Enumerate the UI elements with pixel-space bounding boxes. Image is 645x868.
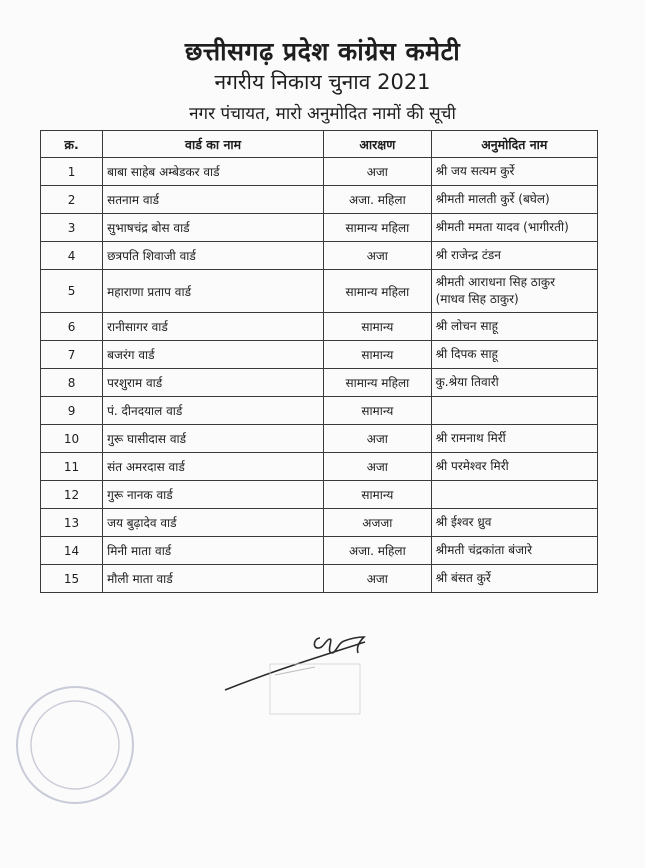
row-sno: 15 — [41, 565, 103, 593]
table-row — [41, 214, 598, 242]
row-candidate: श्री दिपक साहू — [431, 341, 597, 369]
row-ward-name: छत्रपति शिवाजी वार्ड — [103, 242, 324, 270]
page-title: छत्तीसगढ़ प्रदेश कांग्रेस कमेटी — [184, 37, 461, 66]
row-ward-name: परशुराम वार्ड — [103, 369, 324, 397]
row-ward-name: बाबा साहेब अम्बेडकर वार्ड — [103, 158, 324, 186]
table-row — [41, 537, 598, 565]
row-reservation: सामान्य महिला — [324, 270, 432, 313]
row-ward-name: मिनी माता वार्ड — [103, 537, 324, 565]
row-candidate — [431, 397, 597, 425]
row-reservation: सामान्य — [324, 341, 432, 369]
row-candidate: श्री लोचन साहू — [431, 313, 597, 341]
row-reservation: सामान्य — [324, 397, 432, 425]
row-reservation: सामान्य — [324, 313, 432, 341]
row-candidate: श्रीमती ममता यादव (भागीरती) — [431, 214, 597, 242]
row-sno: 2 — [41, 186, 103, 214]
table-row — [41, 397, 598, 425]
header-ward: वार्ड का नाम — [103, 131, 324, 158]
row-candidate: कु.श्रेया तिवारी — [431, 369, 597, 397]
row-candidate: श्री ईश्वर ध्रुव — [431, 509, 597, 537]
table-row — [41, 565, 598, 593]
table-row — [41, 425, 598, 453]
table-row — [41, 158, 598, 186]
row-candidate: श्री जय सत्यम कुर्रे — [431, 158, 597, 186]
row-reservation: अजा. महिला — [324, 186, 432, 214]
page-subtitle: नगरीय निकाय चुनाव 2021 — [214, 70, 431, 94]
header-candidate: अनुमोदित नाम — [431, 131, 597, 158]
row-candidate: श्री परमेश्वर मिरी — [431, 453, 597, 481]
row-ward-name: गुरू घासीदास वार्ड — [103, 425, 324, 453]
table-row — [41, 270, 598, 313]
table-row — [41, 341, 598, 369]
row-sno: 13 — [41, 509, 103, 537]
row-reservation: अजा. महिला — [324, 537, 432, 565]
table-header-row — [41, 131, 598, 158]
row-candidate: श्री राजेन्द्र टंडन — [431, 242, 597, 270]
row-candidate: श्रीमती आराधना सिह ठाकुर (माधव सिह ठाकुर) — [431, 270, 597, 313]
row-ward-name: सुभाषचंद्र बोस वार्ड — [103, 214, 324, 242]
table-row — [41, 313, 598, 341]
row-candidate: श्रीमती मालती कुर्रे (बघेल) — [431, 186, 597, 214]
row-sno: 1 — [41, 158, 103, 186]
row-reservation: अजा — [324, 453, 432, 481]
ward-candidate-table — [40, 130, 598, 593]
row-ward-name: मौली माता वार्ड — [103, 565, 324, 593]
row-sno: 11 — [41, 453, 103, 481]
table-row — [41, 453, 598, 481]
row-ward-name: बजरंग वार्ड — [103, 341, 324, 369]
row-candidate: श्रीमती चंद्रकांता बंजारे — [431, 537, 597, 565]
row-reservation: सामान्य — [324, 481, 432, 509]
row-sno: 4 — [41, 242, 103, 270]
row-reservation: अजा — [324, 158, 432, 186]
row-candidate: श्री बंसत कुर्रे — [431, 565, 597, 593]
row-ward-name: जय बुढ़ादेव वार्ड — [103, 509, 324, 537]
header-reservation: आरक्षण — [324, 131, 432, 158]
row-sno: 8 — [41, 369, 103, 397]
row-sno: 5 — [41, 270, 103, 313]
row-reservation: सामान्य महिला — [324, 369, 432, 397]
list-heading: नगर पंचायत, मारो अनुमोदित नामों की सूची — [189, 104, 456, 124]
row-sno: 12 — [41, 481, 103, 509]
row-candidate: श्री रामनाथ मिर्री — [431, 425, 597, 453]
row-sno: 10 — [41, 425, 103, 453]
row-reservation: अजा — [324, 425, 432, 453]
row-sno: 7 — [41, 341, 103, 369]
row-candidate — [431, 481, 597, 509]
table-row — [41, 242, 598, 270]
row-ward-name: महाराणा प्रताप वार्ड — [103, 270, 324, 313]
row-ward-name: पं. दीनदयाल वार्ड — [103, 397, 324, 425]
table-row — [41, 481, 598, 509]
table-row — [41, 509, 598, 537]
row-ward-name: संत अमरदास वार्ड — [103, 453, 324, 481]
row-ward-name: रानीसागर वार्ड — [103, 313, 324, 341]
row-reservation: अजजा — [324, 509, 432, 537]
table-row — [41, 186, 598, 214]
row-sno: 14 — [41, 537, 103, 565]
row-reservation: सामान्य महिला — [324, 214, 432, 242]
row-reservation: अजा — [324, 565, 432, 593]
row-ward-name: सतनाम वार्ड — [103, 186, 324, 214]
signature — [215, 620, 415, 730]
row-sno: 9 — [41, 397, 103, 425]
row-reservation: अजा — [324, 242, 432, 270]
row-ward-name: गुरू नानक वार्ड — [103, 481, 324, 509]
table-row — [41, 369, 598, 397]
row-sno: 6 — [41, 313, 103, 341]
header-sno: क्र. — [41, 131, 103, 158]
seal-stamp — [10, 680, 140, 810]
row-sno: 3 — [41, 214, 103, 242]
